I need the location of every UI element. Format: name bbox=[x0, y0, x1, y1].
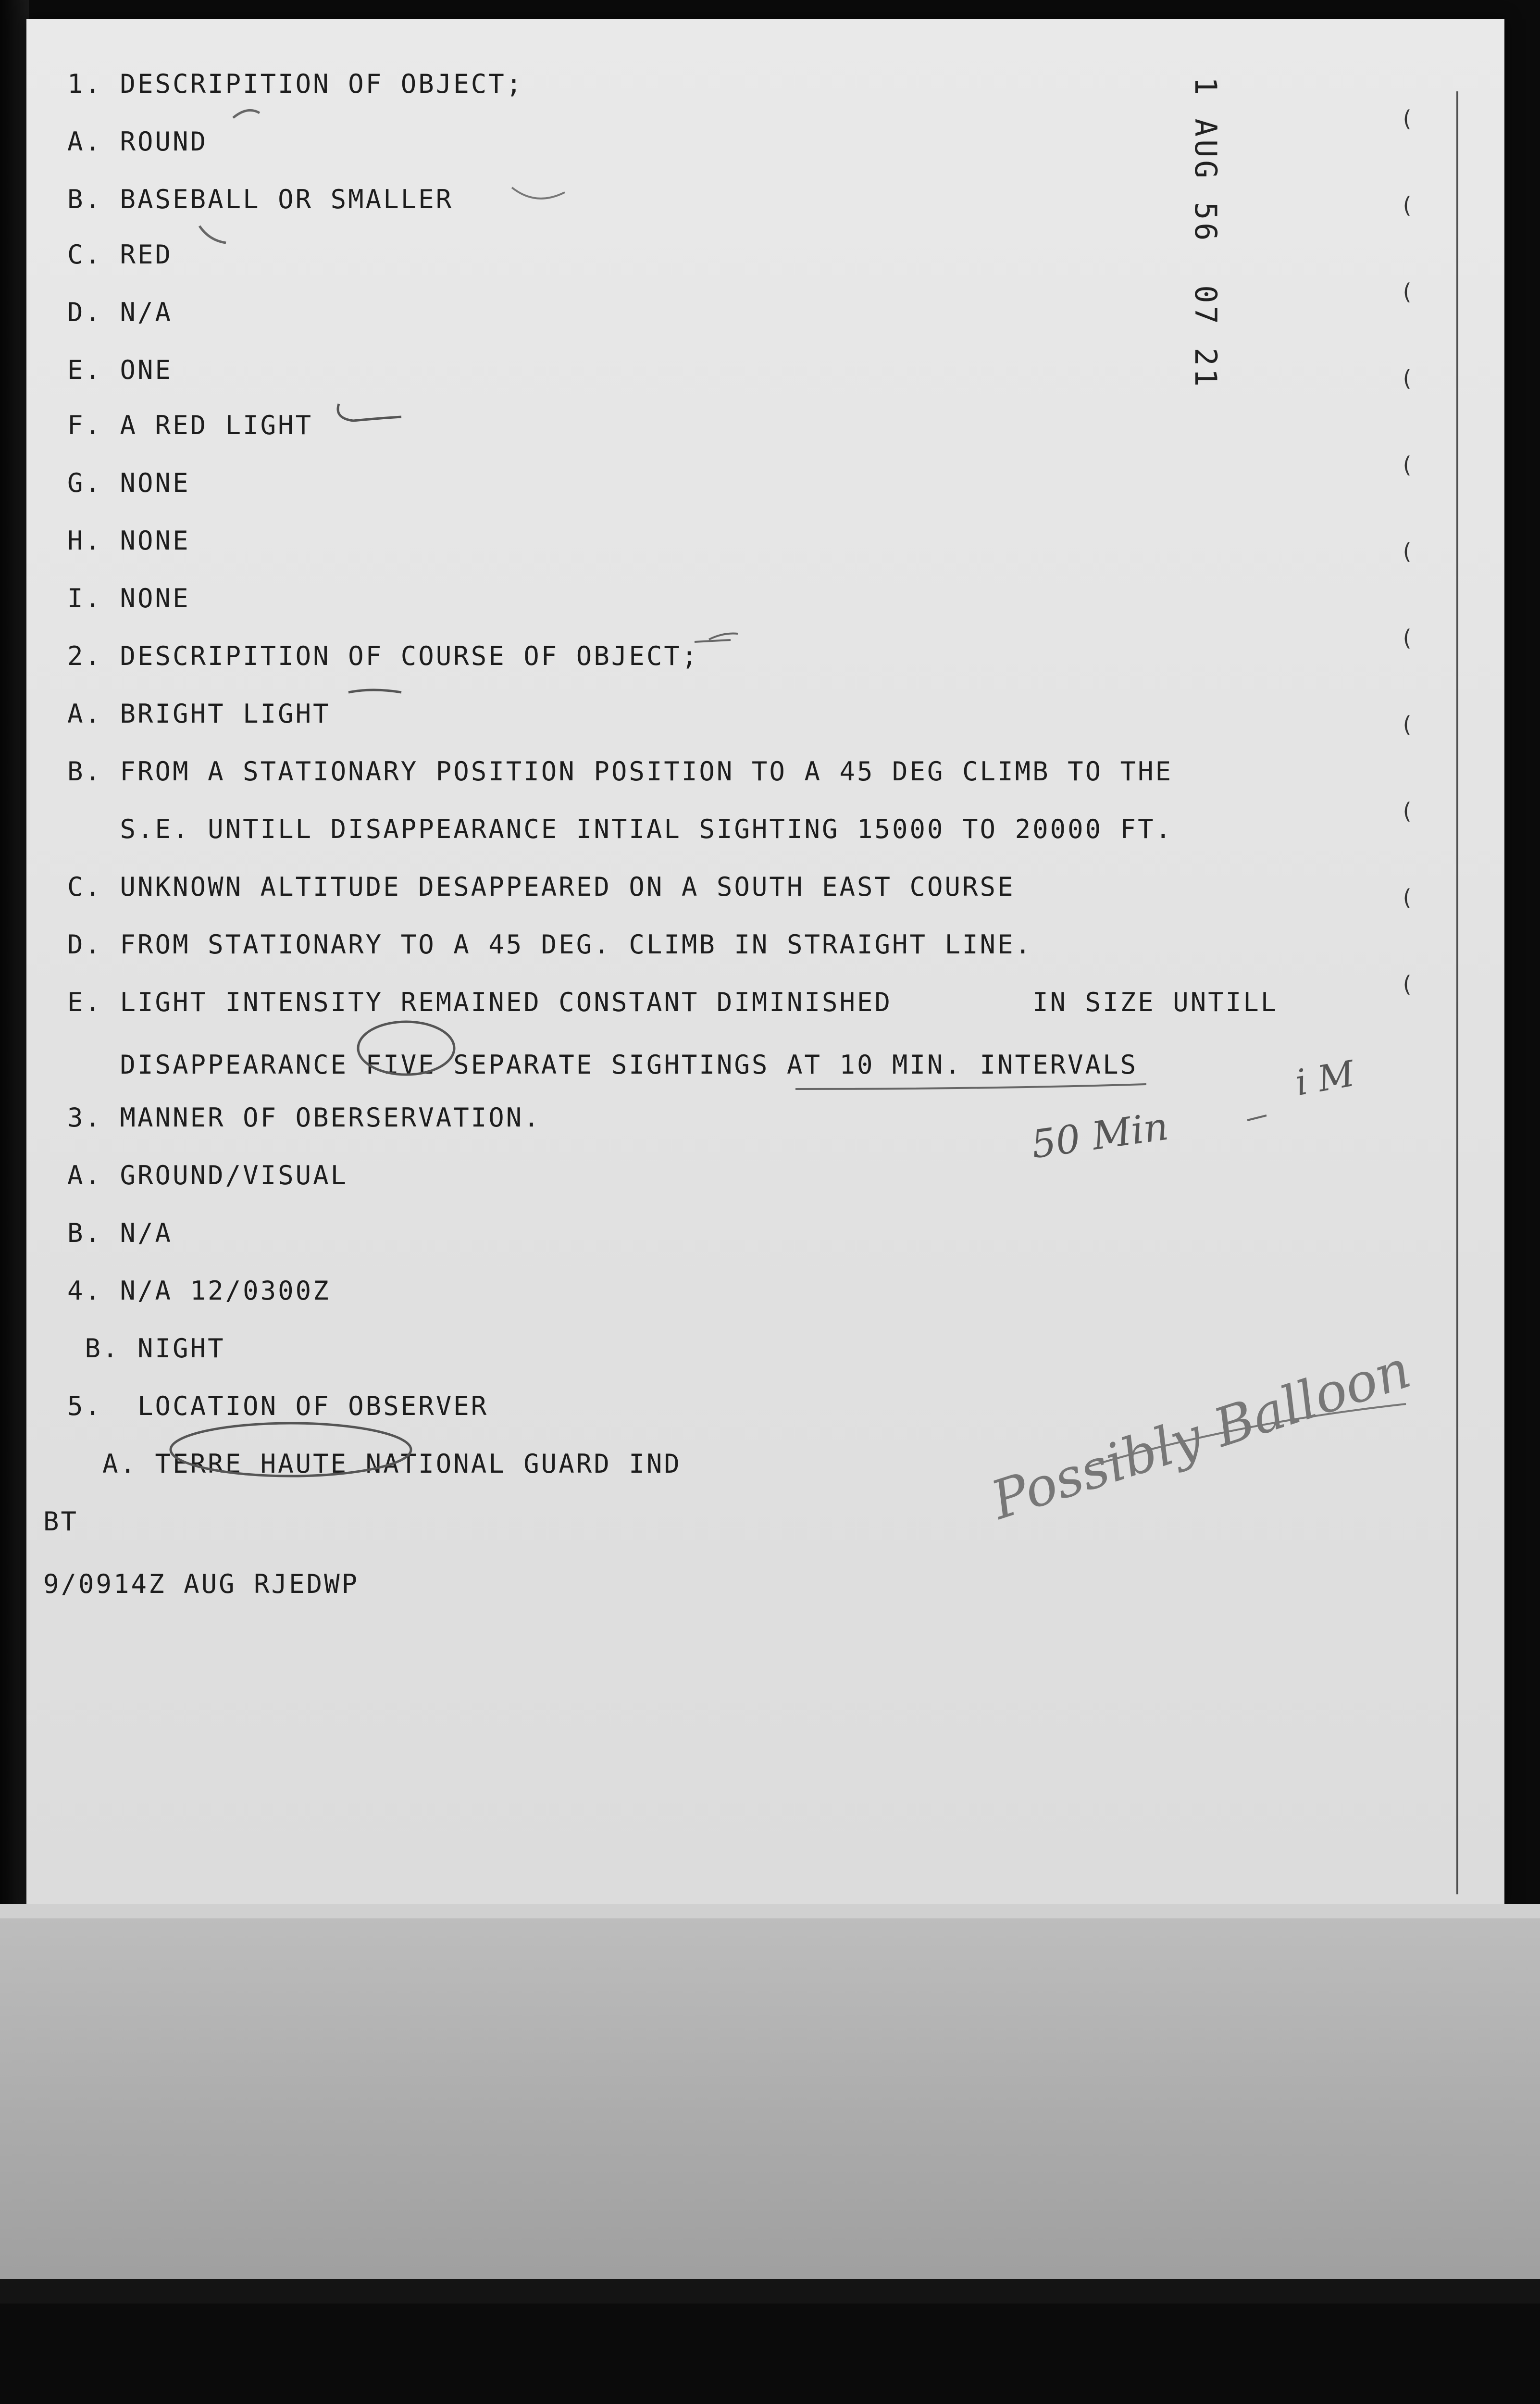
report-line: 9/0914Z AUG RJEDWP bbox=[43, 1569, 360, 1599]
report-line: D. FROM STATIONARY TO A 45 DEG. CLIMB IN STRAIGHT LINE. bbox=[67, 929, 1033, 960]
underlying-sheet-edge bbox=[0, 1904, 1540, 1918]
date-time-stamp bbox=[1146, 77, 1242, 389]
report-line: C. RED bbox=[67, 239, 173, 270]
margin-tick: ( bbox=[1400, 971, 1414, 997]
typed-report bbox=[26, 19, 1504, 1904]
report-line: B. BASEBALL OR SMALLER bbox=[67, 184, 454, 214]
margin-tick: ( bbox=[1400, 106, 1414, 132]
report-line: I. NONE bbox=[67, 583, 190, 614]
date-time-stamp-text: 1 AUG 56 07 21 bbox=[1188, 77, 1223, 389]
margin-tick: ( bbox=[1400, 279, 1414, 305]
report-line: C. UNKNOWN ALTITUDE DESAPPEARED ON A SOUTH EAST COURSE bbox=[67, 872, 1015, 902]
margin-tick-marks bbox=[1391, 67, 1420, 1029]
report-line: 5. LOCATION OF OBSERVER bbox=[67, 1391, 489, 1421]
report-line: B. N/A bbox=[67, 1218, 173, 1248]
report-line: E. ONE bbox=[67, 355, 173, 385]
film-border-bottom bbox=[0, 2279, 1540, 2304]
margin-tick: ( bbox=[1400, 712, 1414, 738]
report-line: B. FROM A STATIONARY POSITION POSITION TO A 45 DEG CLIMB TO THE bbox=[67, 756, 1173, 787]
margin-tick: ( bbox=[1400, 625, 1414, 651]
report-line: 3. MANNER OF OBERSERVATION. bbox=[67, 1102, 541, 1133]
report-line: G. NONE bbox=[67, 468, 190, 498]
report-line: 1. DESCRIPITION OF OBJECT; bbox=[67, 69, 524, 99]
report-line: S.E. UNTILL DISAPPEARANCE INTIAL SIGHTING 15000 TO 20000 FT. bbox=[67, 814, 1173, 844]
document-page bbox=[26, 19, 1504, 1904]
margin-tick: ( bbox=[1400, 452, 1414, 478]
report-line: 2. DESCRIPITION OF COURSE OF OBJECT; bbox=[67, 641, 699, 671]
report-line: BT bbox=[43, 1506, 79, 1537]
handwritten-interval-note: 50 Min bbox=[1028, 1103, 1171, 1167]
margin-tick: ( bbox=[1400, 798, 1414, 824]
margin-tick: ( bbox=[1400, 538, 1414, 564]
handwritten-conclusion: Possibly Balloon bbox=[984, 1338, 1418, 1531]
report-line: H. NONE bbox=[67, 526, 190, 556]
report-line: A. TERRE HAUTE NATIONAL GUARD IND bbox=[67, 1449, 682, 1479]
margin-tick: ( bbox=[1400, 885, 1414, 911]
handwritten-margin-note: i M bbox=[1292, 1052, 1358, 1104]
report-line: A. ROUND bbox=[67, 126, 208, 157]
report-line: 4. N/A 12/0300Z bbox=[67, 1276, 331, 1306]
report-line: F. A RED LIGHT bbox=[67, 410, 313, 440]
margin-tick: ( bbox=[1400, 192, 1414, 218]
report-line: B. NIGHT bbox=[67, 1333, 225, 1364]
underlying-sheet bbox=[0, 1918, 1540, 2304]
report-line: D. N/A bbox=[67, 297, 173, 327]
report-line: E. LIGHT INTENSITY REMAINED CONSTANT DIMINISHED IN SIZE UNTILL bbox=[67, 987, 1279, 1017]
report-line: A. GROUND/VISUAL bbox=[67, 1160, 348, 1190]
report-line: DISAPPEARANCE FIVE SEPARATE SIGHTINGS AT 10 MIN. INTERVALS bbox=[67, 1050, 1138, 1080]
report-line: A. BRIGHT LIGHT bbox=[67, 699, 331, 729]
margin-tick: ( bbox=[1400, 365, 1414, 391]
